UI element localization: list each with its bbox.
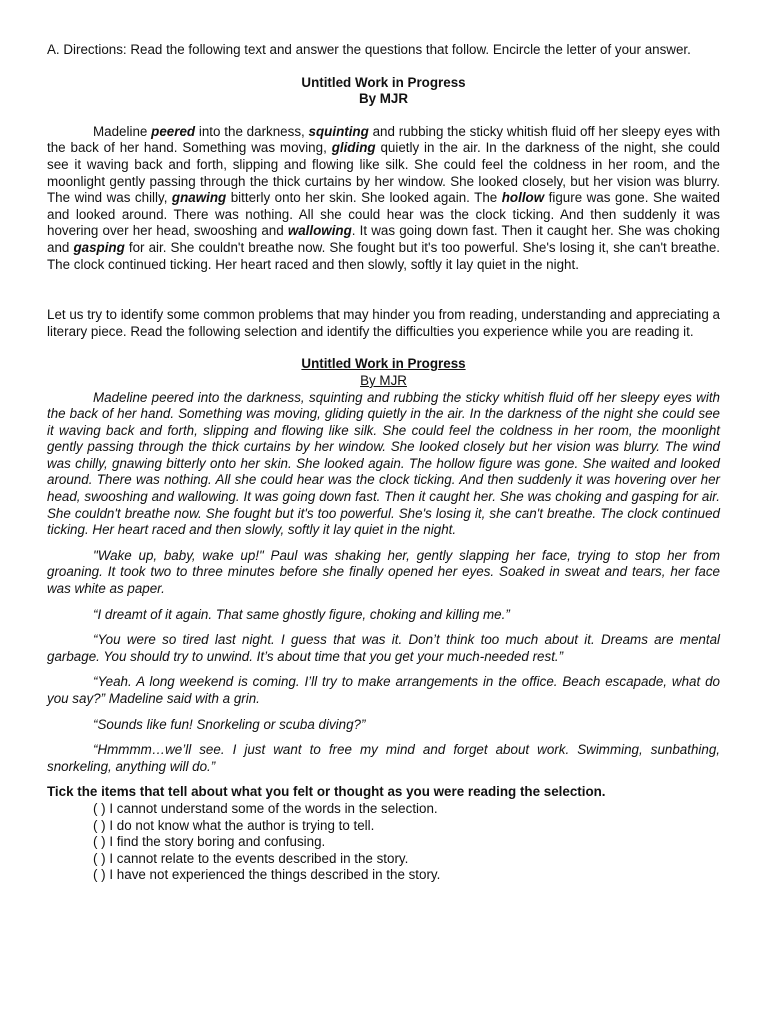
story1-text-4: quietly in the air. In the darkness of the night, she could see it waving back and forth, slipping and flowing like silk. She could feel the coldness in her room, and the moonlight gently passing through the thick curtains by her window. She looked closely, but her vision was blurry. The wind was chilly, [47, 140, 720, 206]
story1-text-5: bitterly onto her skin. She looked again. The [226, 190, 502, 206]
vocab-word-hollow: hollow [501, 190, 545, 206]
checklist-item[interactable]: ( ) I cannot relate to the events described in the story. [93, 850, 409, 866]
story2-paragraph-5: “Yeah. A long weekend is coming. I’ll try to make arrangements in the office. Beach escapade, what do you say?” Madeline said with a grin. [47, 674, 720, 706]
story2-paragraph-4: “You were so tired last night. I guess that was it. Don’t think too much about it. Dreams are mental garbage. You should try to unwind. It’s about time that you get your much-needed rest.” [47, 632, 720, 664]
worksheet-page [47, 42, 720, 884]
checklist-item[interactable]: ( ) I have not experienced the things described in the story. [93, 867, 441, 883]
story1-title: Untitled Work in Progress [301, 74, 466, 90]
story1-text-2: into the darkness, [195, 123, 309, 139]
story1-byline: By MJR [358, 91, 409, 107]
story1-text-3: and rubbing the sticky whitish fluid off her sleepy eyes with the back of her hand. Something was moving, [47, 123, 721, 156]
vocab-word-gnawing: gnawing [171, 190, 227, 206]
checklist-item[interactable]: ( ) I find the story boring and confusing. [93, 834, 326, 850]
vocab-word-squinting: squinting [308, 123, 369, 139]
checklist-instruction: Tick the items that tell about what you felt or thought as you were reading the selection. [47, 784, 606, 800]
story2-paragraph-7: “Hmmmm…we’ll see. I just want to free my mind and forget about work. Swimming, sunbathing, snorkeling, anything will do.” [47, 742, 720, 774]
story2-title: Untitled Work in Progress [301, 356, 466, 372]
checklist-item[interactable]: ( ) I do not know what the author is trying to tell. [93, 817, 375, 833]
vocab-word-peered: peered [151, 123, 196, 139]
vocab-word-gliding: gliding [331, 140, 376, 156]
vocab-word-wallowing: wallowing [287, 223, 352, 239]
story1-paragraph [47, 124, 720, 273]
story2-byline: By MJR [360, 372, 407, 388]
checklist-item[interactable]: ( ) I cannot understand some of the words in the selection. [93, 800, 438, 816]
story1-text-6: figure was gone. She waited and looked around. There was nothing. All she could hear was the clock ticking. And then suddenly it was hovering over her head, swooshing and [47, 190, 720, 239]
vocab-word-gasping: gasping [73, 239, 125, 255]
story1-text-7: . It was going down fast. Then it caught her. She was choking and [47, 223, 720, 255]
story2-paragraph-3: “I dreamt of it again. That same ghostly figure, choking and killing me.” [93, 606, 510, 622]
story2-paragraph-2: "Wake up, baby, wake up!" Paul was shaking her, gently slapping her face, trying to stop her from groaning. It took two to three minutes before she finally opened her eyes. Soaked in sweat and tears, her face was white as paper. [47, 547, 720, 597]
story2-paragraph-1: Madeline peered into the darkness, squinting and rubbing the sticky whitish fluid off her sleepy eyes with the back of her hand. Something was moving, gliding quietly in the air. In the darkness of the night she could see it waving back and forth, slipping and flowing like silk. She could feel the coldness in her room, the moonlight gently passing through the thick curtains by her window. She looked closely but her vision was blurry. The wind was chilly, gnawing bitterly onto her skin. She looked again. The hollow figure was gone. She waited and looked around. There was nothing. All she could hear was the clock ticking. And then suddenly it was hovering over her head, swooshing and wallowing. It was going down fast. Then it caught her. She was choking and gasping for air. She couldn't breathe now. She fought but it's too powerful. She's losing it, she can't breathe. The clock continued ticking. Her heart raced and then slowly, softly it lay quiet in the night. [47, 389, 720, 538]
story1-text-8: for air. She couldn't breathe now. She fought but it's too powerful. She's losing it, she can't breathe. The clock continued ticking. Her heart raced and then slowly, softly it lay quiet in the night. [47, 239, 721, 272]
story1-text-1: Madeline [93, 123, 152, 139]
directions-text: A. Directions: Read the following text and answer the questions that follow. Encircle the letter of your answer. [47, 42, 691, 57]
checklist [47, 801, 720, 884]
intro-paragraph: Let us try to identify some common problems that may hinder you from reading, understanding and appreciating a literary piece. Read the following selection and identify the difficulties you experience while you are reading it. [47, 307, 720, 339]
story2-paragraph-6: “Sounds like fun! Snorkeling or scuba diving?” [93, 716, 366, 732]
